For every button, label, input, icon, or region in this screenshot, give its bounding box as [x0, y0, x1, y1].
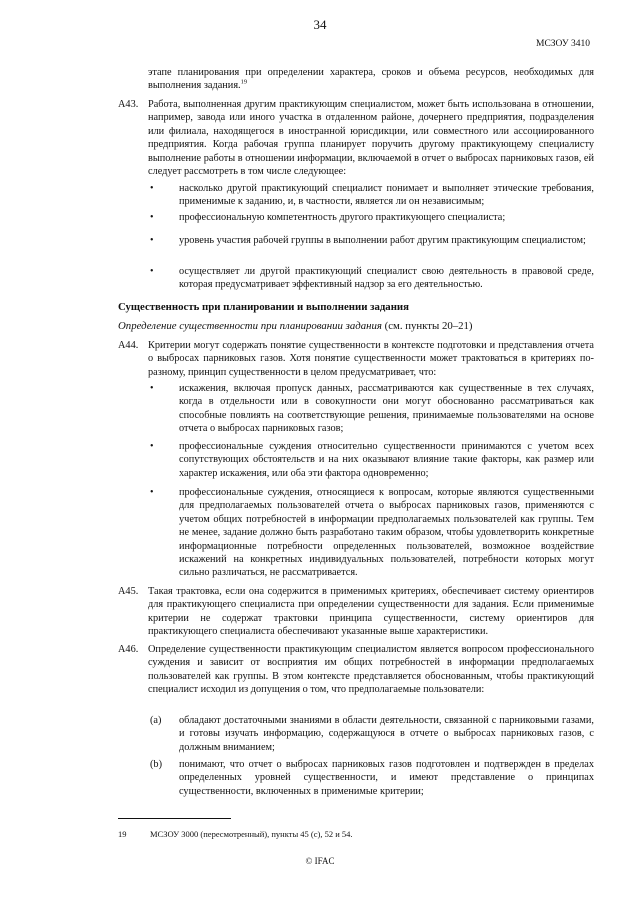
paragraph-label-a46: A46.: [118, 644, 139, 655]
bullet-icon: •: [150, 487, 154, 498]
section-heading: Существенность при планировании и выполнении задания: [118, 301, 409, 313]
copyright-footer: © IFAC: [305, 856, 335, 866]
paragraph-a45: Такая трактовка, если она содержится в применимых критериях, обеспечивает систему ориентиров для практикующего специалиста при определении существенности для задания. Если применимые критерии не содержат трактовки принципа существенности, систему ориентиров для практикующего специалиста обеспечивают указанные выше характеристики.: [148, 586, 594, 638]
paragraph-a46: Определение существенности практикующим специалистом является вопросом профессионального суждения и зависит от восприятия им общих потребностей в информации предполагаемых пользователей как группы. В этом контексте представляется обоснованным, чтобы практикующий специалист исходил из допущения о том, что предполагаемые пользователи:: [148, 644, 594, 696]
page-number: 34: [313, 17, 327, 32]
paragraph-label-a43: A43.: [118, 99, 139, 110]
a46-item-b: понимают, что отчет о выбросах парниковых газов подготовлен и подтвержден в пределах определенных уровней существенности, и имеют представление о принципах существенности, включенных в применимые критерии;: [179, 759, 594, 797]
a43-bullet-2: профессиональную компетентность другого практикующего специалиста;: [179, 212, 506, 223]
footnote-text: МСЗОУ 3000 (пересмотренный), пункты 45 (c), 52 и 54.: [150, 829, 353, 839]
subheading-title: Определение существенности при планировании задания: [118, 320, 382, 332]
bullet-icon: •: [150, 235, 154, 246]
bullet-icon: •: [150, 441, 154, 452]
a43-bullet-4: осуществляет ли другой практикующий специалист свою деятельность в правовой среде, которая предусматривает эффективный надзор за его деятельностью.: [179, 266, 594, 291]
paragraph-label-a44: A44.: [118, 340, 139, 351]
footnote-divider: [118, 818, 231, 819]
footnote-reference: 19: [240, 78, 248, 86]
a44-bullet-1: искажения, включая пропуск данных, рассматриваются как существенные в тех случаях, когда в отдельности или в совокупности они могут обоснованно рассматриваться как способные повлиять на соответствующие решения, принимаемые пользователями на основе отчета о выбросах парниковых газов;: [179, 383, 594, 435]
paragraph-label-a45: A45.: [118, 586, 139, 597]
bullet-icon: •: [150, 266, 154, 277]
section-subheading: [118, 320, 473, 333]
a44-bullet-3: профессиональные суждения, относящиеся к вопросам, которые являются существенными для предполагаемых пользователей отчета о выбросах парниковых газов, применяются с учетом общих потребностей в информации предполагаемых пользователей как группы. Тем не менее, задание должно быть разработано таким образом, чтобы удовлетворить конкретные информационные потребности определенных пользователей, возможное воздействие искажений на конкретных индивидуальных пользователей, потребности которых могут сильно различаться, не рассматривается.: [179, 487, 594, 579]
intro-paragraph: [148, 66, 594, 93]
intro-text: этапе планирования при определении характера, сроков и объема ресурсов, необходимых для выполнения задания.: [148, 67, 594, 92]
standard-code: МСЗОУ 3410: [536, 39, 590, 49]
paragraph-a43: Работа, выполненная другим практикующим специалистом, может быть использована в отношении, например, завода или иного участка в отдаленном районе, дочернего предприятия, подразделения или филиала, находящегося в иностранной юрисдикции, или совместного или ассоциированного предприятия. Когда рабочая группа планирует поручить другому практикующему специалисту выполнение работы в отношении информации, включаемой в отчет о выбросах парниковых газов, ей следует рассмотреть в том числе следующее:: [148, 99, 594, 178]
a43-bullet-3: уровень участия рабочей группы в выполнении работ другим практикующим специалистом;: [179, 235, 586, 246]
paragraph-a44: Критерии могут содержать понятие существенности в контексте подготовки и представления отчета о выбросах парниковых газов. Хотя понятие существенности может трактоваться в критериях по-разному, принцип существенности в целом предусматривает, что:: [148, 340, 594, 378]
bullet-icon: •: [150, 212, 154, 223]
a44-bullet-2: профессиональные суждения относительно существенности принимаются с учетом всех сопутствующих обстоятельств и на них оказывают влияние такие факторы, как размер или характер искажения, или оба эти фактора одновременно;: [179, 441, 594, 479]
a43-bullet-1: насколько другой практикующий специалист понимает и выполняет этические требования, применимые к заданию, и, в частности, является ли он независимым;: [179, 183, 594, 208]
item-marker-b: (b): [150, 759, 163, 770]
footnote-number: 19: [118, 829, 127, 839]
a46-item-a: обладают достаточными знаниями в области деятельности, связанной с парниковыми газами, и готовы изучать информацию, содержащуюся в отчете о выбросах парниковых газов, с должным вниманием;: [179, 715, 594, 753]
bullet-icon: •: [150, 183, 154, 194]
subheading-reference: (см. пункты 20–21): [384, 320, 473, 332]
item-marker-a: (a): [150, 715, 162, 726]
bullet-icon: •: [150, 383, 154, 394]
